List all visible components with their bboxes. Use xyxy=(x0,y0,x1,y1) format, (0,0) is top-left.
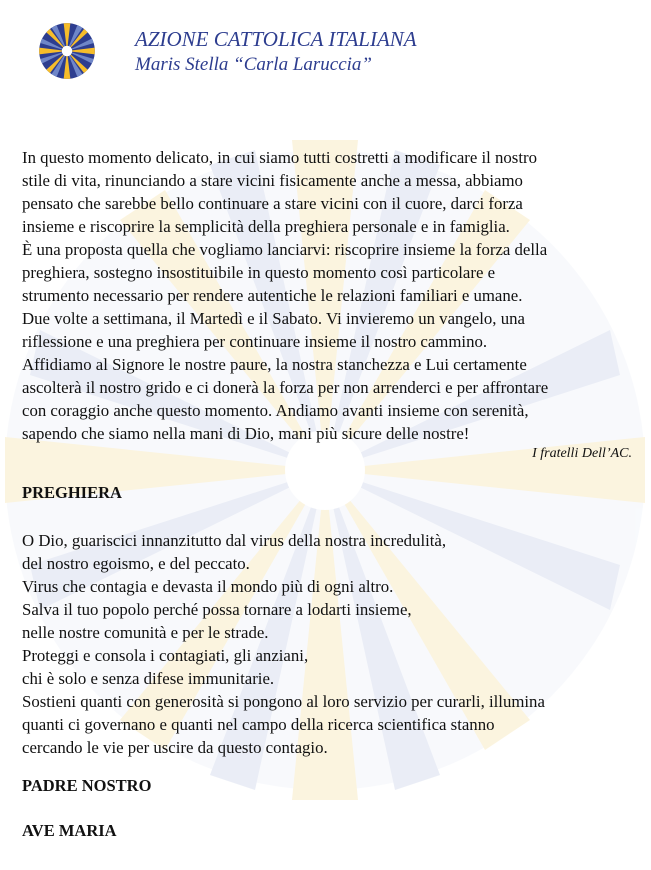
letter-line: ascolterà il nostro grido e ci donerà la forza per non arrenderci e per affrontare xyxy=(22,378,549,397)
letter-body xyxy=(22,146,632,463)
prayer-line: cercando le vie per uscire da questo contagio. xyxy=(22,738,328,757)
prayer-line: Sostieni quanti con generosità si pongono al loro servizio per curarli, illumina xyxy=(22,692,545,711)
letter-line: È una proposta quella che vogliamo lanciarvi: riscoprire insieme la forza della xyxy=(22,240,548,259)
prayer-line: Virus che contagia e devasta il mondo più di ogni altro. xyxy=(22,577,394,596)
letter-line: preghiera, sostegno insostituibile in questo momento così particolare e xyxy=(22,263,496,282)
letter-line: stile di vita, rinunciando a stare vicini fisicamente anche a messa, abbiamo xyxy=(22,171,523,190)
prayer-line: quanti ci governano e quanti nel campo della ricerca scientifica stanno xyxy=(22,715,495,734)
prayer-line: Proteggi e consola i contagiati, gli anziani, xyxy=(22,646,309,665)
padre-nostro-heading: PADRE NOSTRO xyxy=(22,776,152,795)
prayer-line: O Dio, guariscici innanzitutto dal virus della nostra incredulità, xyxy=(22,531,447,550)
letter-line: Due volte a settimana, il Martedì e il Sabato. Vi invieremo un vangelo, una xyxy=(22,309,525,328)
letter-line: Affidiamo al Signore le nostre paure, la nostra stanchezza e Lui certamente xyxy=(22,355,527,374)
azione-cattolica-logo xyxy=(38,22,96,80)
letter-line: sapendo che siamo nella mani di Dio, mani più sicure delle nostre! xyxy=(22,424,470,443)
prayer-line: chi è solo e senza difese immunitarie. xyxy=(22,669,275,688)
organization-title: AZIONE CATTOLICA ITALIANA xyxy=(135,27,417,51)
preghiera-heading: PREGHIERA xyxy=(22,483,122,502)
letter-signature: I fratelli Dell’AC. xyxy=(532,446,632,461)
organization-subtitle: Maris Stella “Carla Laruccia” xyxy=(135,54,372,75)
ave-maria-heading: AVE MARIA xyxy=(22,821,117,840)
prayer-line: del nostro egoismo, e del peccato. xyxy=(22,554,250,573)
letter-line: strumento necessario per rendere autentiche le relazioni familiari e umane. xyxy=(22,286,523,305)
prayer-line: Salva il tuo popolo perché possa tornare a lodarti insieme, xyxy=(22,600,412,619)
letter-line: insieme e riscoprire la semplicità della preghiera personale e in famiglia. xyxy=(22,217,510,236)
prayer-line: nelle nostre comunità e per le strade. xyxy=(22,623,269,642)
letter-line: con coraggio anche questo momento. Andiamo avanti insieme con serenità, xyxy=(22,401,529,420)
letter-line: riflessione e una preghiera per continuare insieme il nostro cammino. xyxy=(22,332,488,351)
letter-line: pensato che sarebbe bello continuare a stare vicini con il cuore, darci forza xyxy=(22,194,523,213)
prayer-body xyxy=(22,529,637,759)
letter-line: In questo momento delicato, in cui siamo tutti costretti a modificare il nostro xyxy=(22,148,537,167)
